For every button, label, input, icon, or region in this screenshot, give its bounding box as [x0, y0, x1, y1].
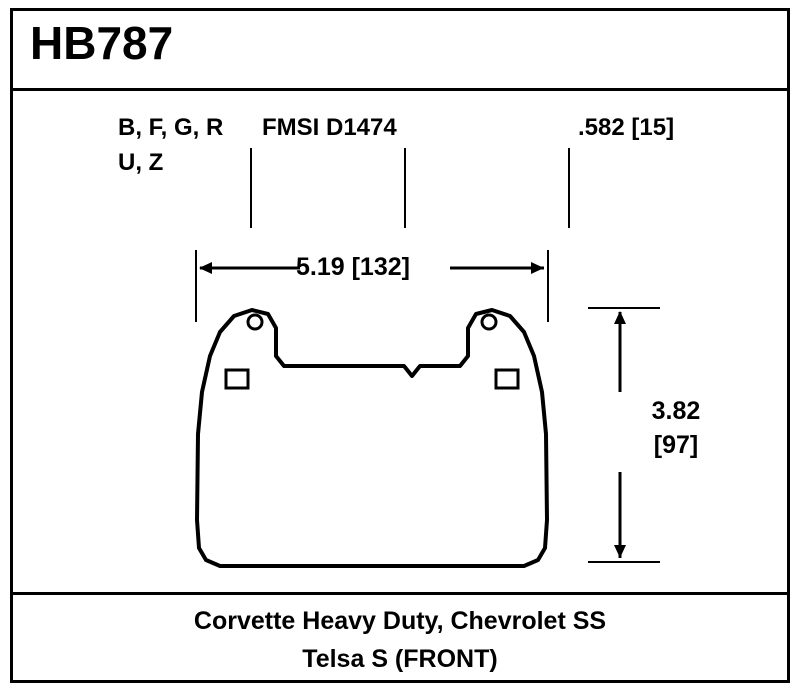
mounting-hole-left: [248, 315, 262, 329]
height-dimension: [588, 308, 660, 562]
fmsi-number: FMSI D1474: [262, 114, 397, 141]
mounting-hole-right: [482, 315, 496, 329]
thickness-value: .582 [15]: [578, 114, 675, 141]
application-caption: [13, 602, 787, 678]
sensor-slots: [226, 370, 518, 388]
sensor-slot-left: [226, 370, 248, 388]
width-dimension-label: 5.19 [132]: [296, 253, 410, 281]
application-caption-line-1: Corvette Heavy Duty, Chevrolet SS: [193, 607, 607, 635]
height-dimension-value: 3.82: [651, 397, 701, 425]
brake-pad-outline: [197, 310, 547, 566]
compound-codes-line-1: B, F, G, R: [118, 114, 224, 141]
caption-divider: [13, 592, 787, 595]
application-caption-line-2: Telsa S (FRONT): [302, 645, 498, 673]
page-title: HB787: [30, 17, 174, 69]
sensor-slot-right: [496, 370, 518, 388]
compound-codes-line-2: U, Z: [118, 149, 164, 176]
height-dimension-metric: [97]: [653, 431, 699, 459]
mounting-holes: [248, 315, 496, 329]
